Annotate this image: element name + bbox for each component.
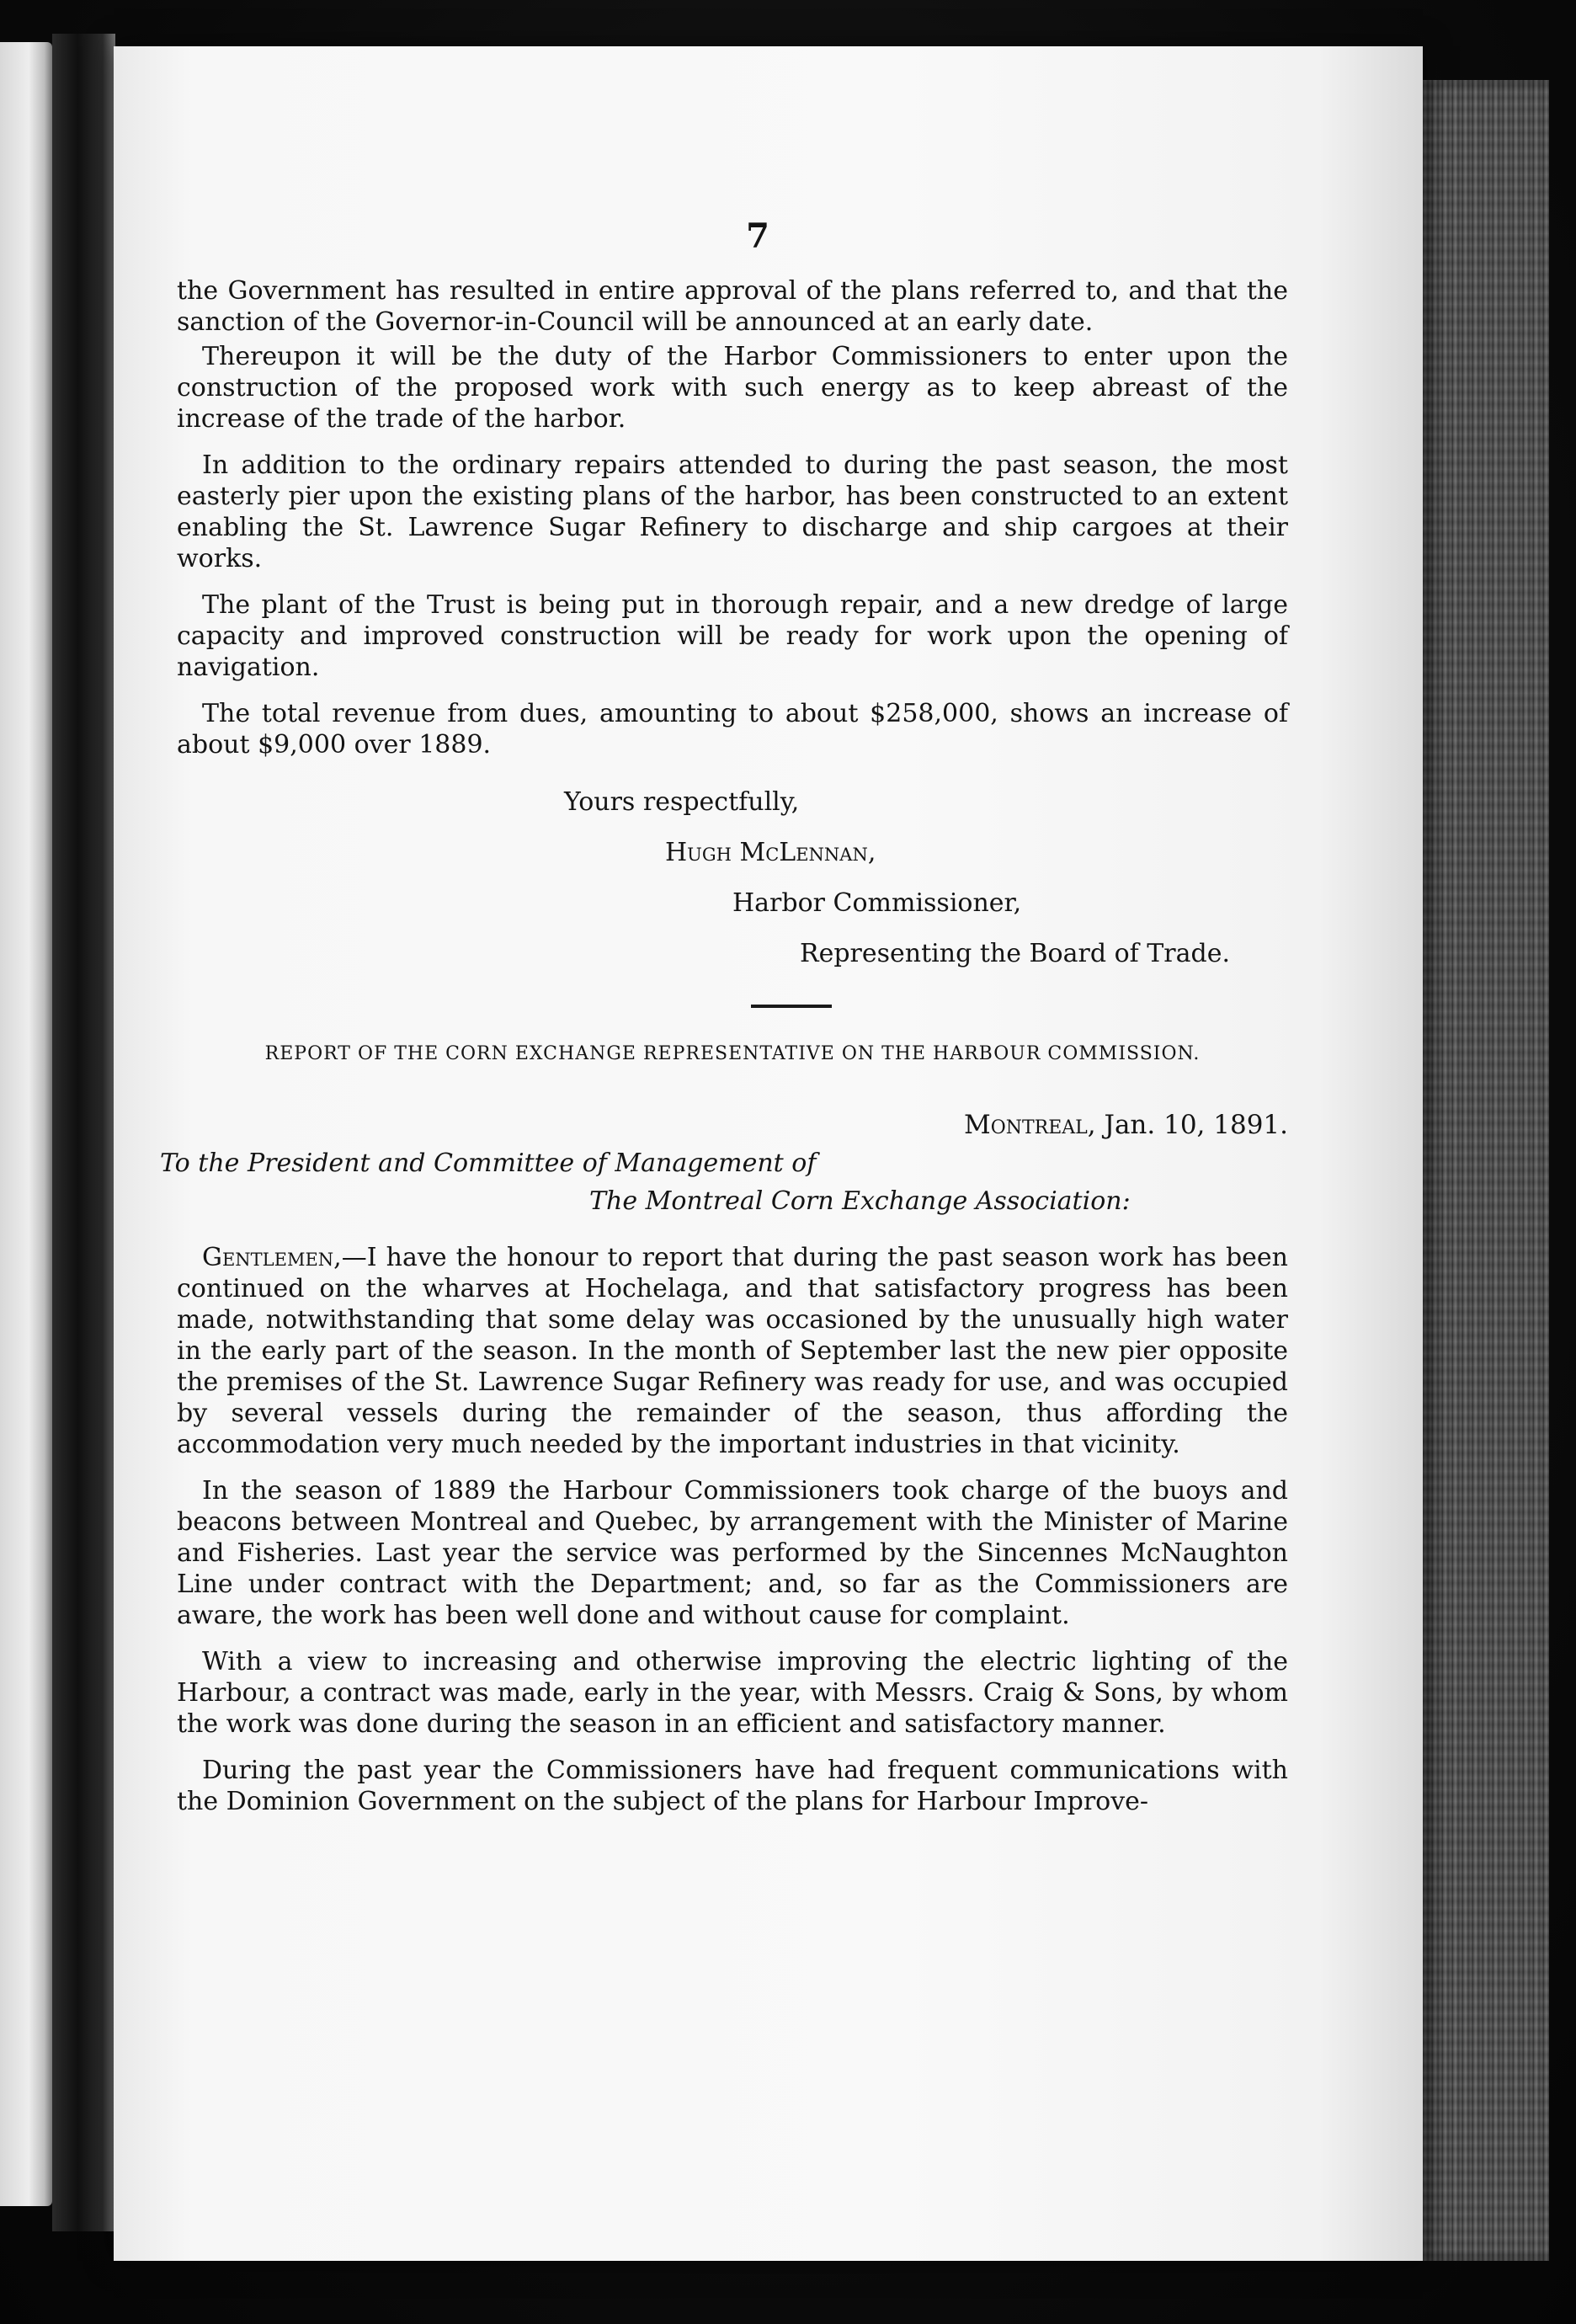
page-number: 7 <box>746 216 769 256</box>
letter-paragraph: The total revenue from dues, amounting to about $258,000, shows an increase of about $9,000 over 1889. <box>177 699 1288 760</box>
dateline-city: Montreal, <box>963 1110 1096 1140</box>
salutation: Gentlemen, <box>202 1243 342 1272</box>
letter-paragraph: Thereupon it will be the duty of the Harbor Commissioners to enter upon the construction of the proposed work with such energy as to keep abreast of the increase of the trade of the harbor. <box>177 342 1288 434</box>
signature-block <box>177 777 1288 979</box>
letter-paragraph: The plant of the Trust is being put in thorough repair, and a new dredge of large capacity and improved construction will be ready for work upon the opening of navigation. <box>177 590 1288 682</box>
section-divider <box>751 1005 832 1008</box>
signer-title: Harbor Commissioner, <box>732 888 1022 918</box>
signer-name: Hugh McLennan, <box>665 838 876 867</box>
report-dateline <box>177 1110 1288 1141</box>
signer-representing: Representing the Board of Trade. <box>800 939 1230 968</box>
book-fore-edge <box>1423 80 1549 2261</box>
report-paragraph <box>177 1242 1288 1460</box>
book-gutter <box>52 34 115 2231</box>
page-content <box>160 216 1288 1832</box>
previous-page-edge <box>0 42 52 2206</box>
dateline-date: Jan. 10, 1891. <box>1104 1110 1288 1140</box>
address-line-1: To the President and Committee of Management of <box>160 1149 817 1178</box>
report-heading: REPORT OF THE CORN EXCHANGE REPRESENTATIVE ON THE HARBOUR COMMISSION. <box>264 1043 1201 1064</box>
report-paragraph-text: —I have the honour to report that during the past season work has been continued on the wharves at Hochelaga, and that satisfactory progress has been made, notwithstanding that some delay was occasioned by the unusually high water in the early part of the season. In the month of September last the new pier opposite the premises of the St. Lawrence Sugar Refinery was ready for use, and was occupied by several vessels during the remainder of the season, thus affording the accommodation very much needed by the important industries in that vicinity. <box>177 1243 1288 1459</box>
report-paragraph: With a view to increasing and otherwise improving the electric lighting of the Harbour, a contract was made, early in the year, with Messrs. Craig & Sons, by whom the work was done during the season in an efficient and satisfactory manner. <box>177 1647 1288 1739</box>
address-line-2: The Montreal Corn Exchange Association: <box>589 1186 1131 1216</box>
report-paragraph: During the past year the Commissioners have had frequent communications with the Dominion Government on the subject of the plans for Harbour Improve- <box>177 1756 1288 1816</box>
report-paragraph: In the season of 1889 the Harbour Commissioners took charge of the buoys and beacons between Montreal and Quebec, by arrangement with the Minister of Marine and Fisheries. Last year the service was performed by the Sincennes McNaughton Line under contract with the Department; and, so far as the Commissioners are aware, the work has been well done and without cause for complaint. <box>177 1476 1288 1630</box>
closing-line: Yours respectfully, <box>564 787 800 817</box>
letter-paragraph: In addition to the ordinary repairs attended to during the past season, the most easterly pier upon the existing plans of the harbor, has been constructed to an extent enabling the St. Lawrence Sugar Refinery to discharge and ship cargoes at their works. <box>177 450 1288 573</box>
letter-paragraph: the Government has resulted in entire approval of the plans referred to, and that the sanction of the Governor-in-Council will be announced at an early date. <box>177 276 1288 337</box>
